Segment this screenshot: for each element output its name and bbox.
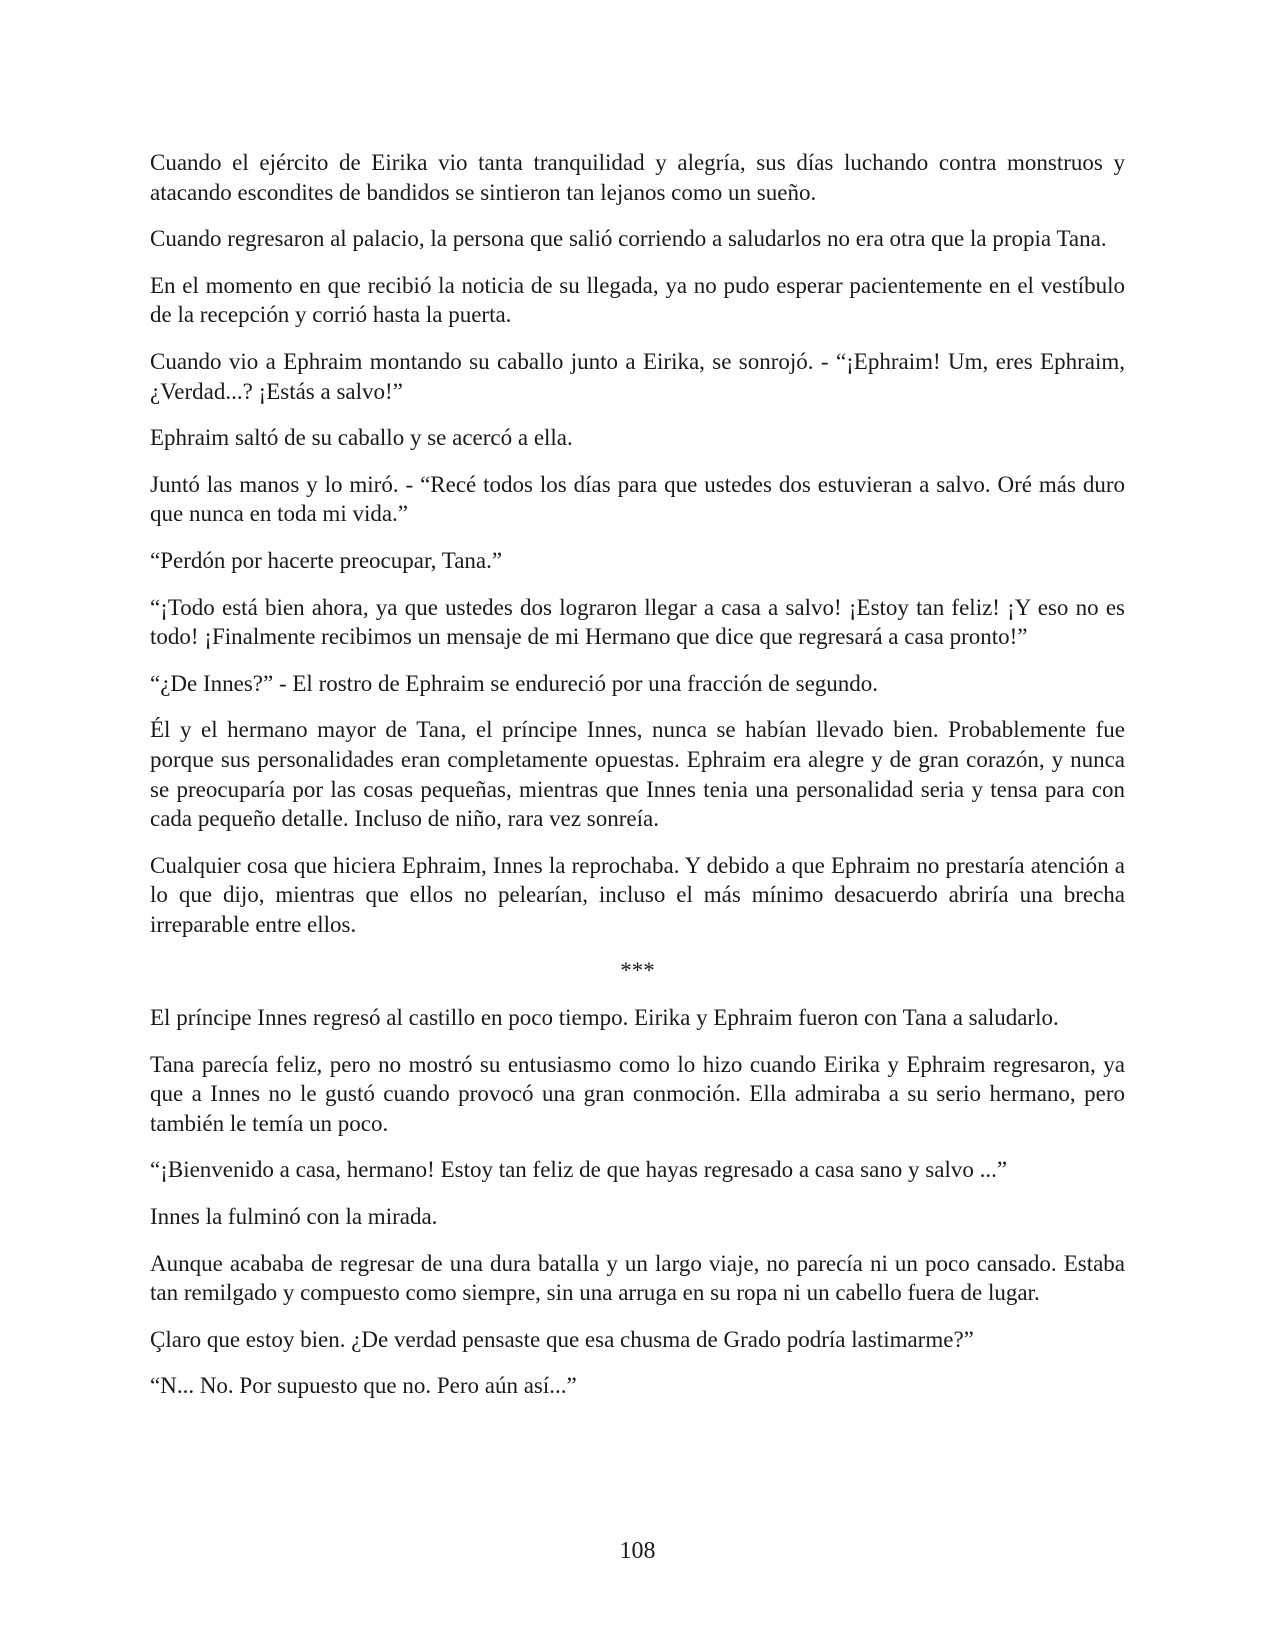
paragraph: Tana parecía feliz, pero no mostró su entusiasmo como lo hizo cuando Eirika y Ephraim regresaron, ya que a Innes no le gustó cuando provocó una gran conmoción. Ella admiraba a su serio hermano, pero también le temía un poco. — [150, 1051, 1125, 1136]
paragraph: “N... No. Por supuesto que no. Pero aún así...” — [150, 1373, 577, 1399]
page-body — [150, 148, 1125, 1418]
paragraph: En el momento en que recibió la noticia de su llegada, ya no pudo esperar pacientemente en el vestíbulo de la recepción y corrió hasta la puerta. — [150, 272, 1125, 328]
paragraph: “¿De Innes?” - El rostro de Ephraim se endureció por una fracción de segundo. — [150, 670, 879, 696]
paragraph: Çlaro que estoy bien. ¿De verdad pensaste que esa chusma de Grado podría lastimarme?” — [150, 1326, 974, 1352]
paragraph: “¡Bienvenido a casa, hermano! Estoy tan feliz de que hayas regresado a casa sano y salvo ...” — [150, 1157, 1008, 1183]
paragraph: “Perdón por hacerte preocupar, Tana.” — [150, 547, 503, 573]
paragraph: El príncipe Innes regresó al castillo en poco tiempo. Eirika y Ephraim fueron con Tana a saludarlo. — [150, 1005, 1059, 1031]
scene-break: *** — [620, 958, 655, 984]
paragraph: Ephraim saltó de su caballo y se acercó a ella. — [150, 425, 573, 451]
paragraph: Innes la fulminó con la mirada. — [150, 1204, 438, 1230]
paragraph: Cuando vio a Ephraim montando su caballo junto a Eirika, se sonrojó. - “¡Ephraim! Um, eres Ephraim, ¿Verdad...? ¡Estás a salvo!” — [150, 348, 1125, 404]
paragraph: Cuando regresaron al palacio, la persona que salió corriendo a saludarlos no era otra que la propia Tana. — [150, 226, 1107, 252]
paragraph: Él y el hermano mayor de Tana, el príncipe Innes, nunca se habían llevado bien. Probablemente fue porque sus personalidades eran completamente opuestas. Ephraim era alegre y de gran corazón, y nunca se preocuparía por las cosas pequeñas, mientras que Innes tenia una personalidad seria y tensa para con cada pequeño detalle. Incluso de niño, rara vez sonreía. — [150, 717, 1125, 832]
paragraph: Cualquier cosa que hiciera Ephraim, Innes la reprochaba. Y debido a que Ephraim no prestaría atención a lo que dijo, mientras que ellos no pelearían, incluso el más mínimo desacuerdo abriría una brecha irreparable entre ellos. — [150, 852, 1125, 937]
paragraph: Aunque acababa de regresar de una dura batalla y un largo viaje, no parecía ni un poco cansado. Estaba tan remilgado y compuesto como siempre, sin una arruga en su ropa ni un cabello fuera de lugar. — [150, 1250, 1125, 1306]
paragraph: “¡Todo está bien ahora, ya que ustedes dos lograron llegar a casa a salvo! ¡Estoy tan feliz! ¡Y eso no es todo! ¡Finalmente recibimos un mensaje de mi Hermano que dice que regresará a casa pronto!” — [150, 594, 1125, 650]
paragraph: Juntó las manos y lo miró. - “Recé todos los días para que ustedes dos estuvieran a salvo. Oré más duro que nunca en toda mi vida.” — [150, 471, 1125, 527]
paragraph: Cuando el ejército de Eirika vio tanta tranquilidad y alegría, sus días luchando contra monstruos y atacando escondites de bandidos se sintieron tan lejanos como un sueño. — [150, 150, 1125, 205]
page-number: 108 — [619, 1538, 656, 1564]
